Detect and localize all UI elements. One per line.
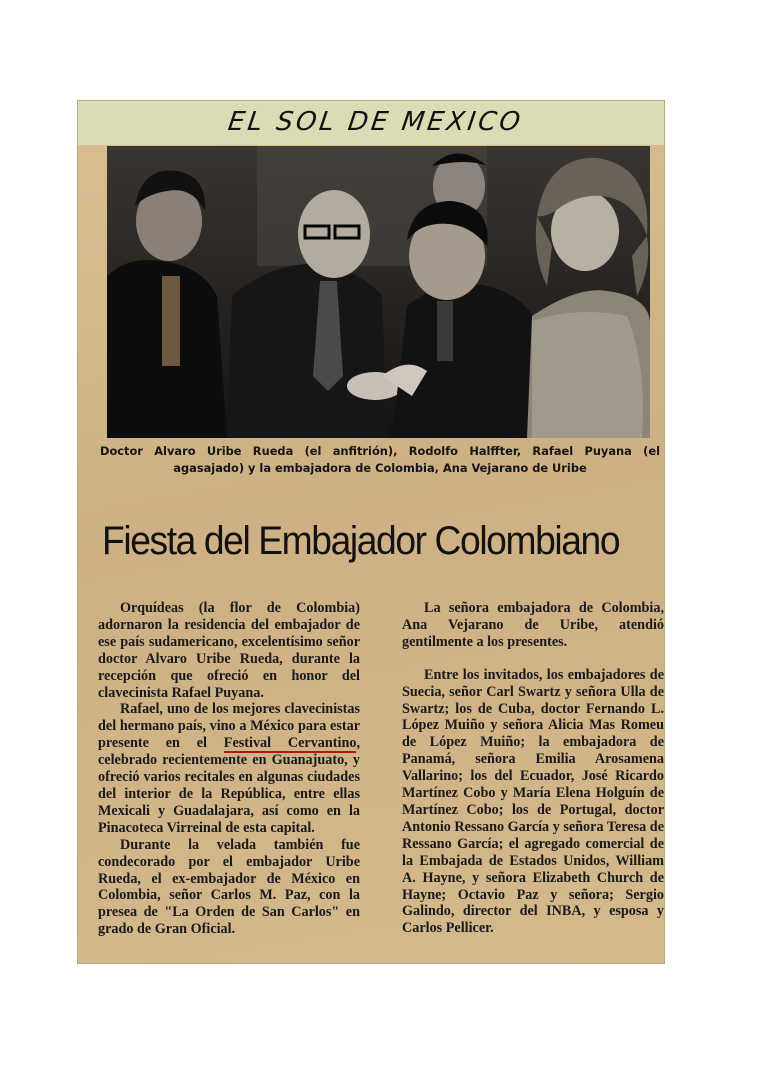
paragraph-with-marking (98, 701, 360, 836)
paragraph: La señora embajadora de Colombia, Ana Vejarano de Uribe, atendió gentilmente a los presentes. (402, 600, 664, 650)
masthead-band (78, 101, 664, 145)
article-headline: Fiesta del Embajador Colombiano (102, 519, 620, 563)
text-run: Rafael, uno de los mejores clavecinistas del hermano país, vino a México para estar presente en el (98, 701, 360, 752)
caption-line-1: Doctor Alvaro Uribe Rueda (el anfitrión), Rodolfo Halffter, Rafael Puyana (el (100, 444, 660, 458)
photo-illustration (107, 146, 650, 438)
article-column-right (402, 600, 664, 937)
article-column-left (98, 600, 360, 938)
group-photo-icon (107, 146, 650, 438)
newspaper-clipping (78, 101, 664, 963)
caption-line-2: agasajado) y la embajadora de Colombia, Ana Vejarano de Uribe (173, 461, 587, 475)
photo-caption (100, 443, 660, 477)
red-underlined-text: Festival Cervantino (223, 735, 357, 752)
paragraph: Orquídeas (la flor de Colombia) adornaron la residencia del embajador de ese país sudamericano, excelentísimo señor doctor Alvaro Uribe Rueda, durante la recepción que ofreció en honor del clavecinista Rafael Puyana. (98, 600, 360, 701)
handwritten-masthead: EL SOL DE MEXICO (226, 107, 525, 137)
paragraph: Entre los invitados, los embajadores de Suecia, señor Carl Swartz y señora Ulla de Swartz; los de Cuba, doctor Fernando L. López Muiño y señora Alicia Mas Romeu de López Muiño; la embajadora de Panamá, señora Emilia Arosamena Vallarino; los del Ecuador, José Ricardo Martínez Cobo y María Elena Holguín de Martínez Cobo; los de Portugal, doctor Antonio Ressano García y señora Teresa de Ressano García; el agregado comercial de la Embajada de Estados Unidos, William A. Hayne, y señora Elizabeth Church de Hayne; Octavio Paz y señora; Sergio Galindo, director del INBA, y esposa y Carlos Pellicer. (402, 666, 664, 937)
text-run: , celebrado recientemente en Guanajuato, y ofreció varios recitales en algunas ciudades del interior de la República, entre ellas Mexicali y Guadalajara, así como en la Pinacoteca Virreinal de esta capital. (98, 735, 360, 836)
paragraph: Durante la velada también fue condecorado por el embajador Uribe Rueda, el ex-embajador de México en Colombia, señor Carlos M. Paz, con la presea de "La Orden de San Carlos" en grado de Gran Oficial. (98, 836, 360, 938)
